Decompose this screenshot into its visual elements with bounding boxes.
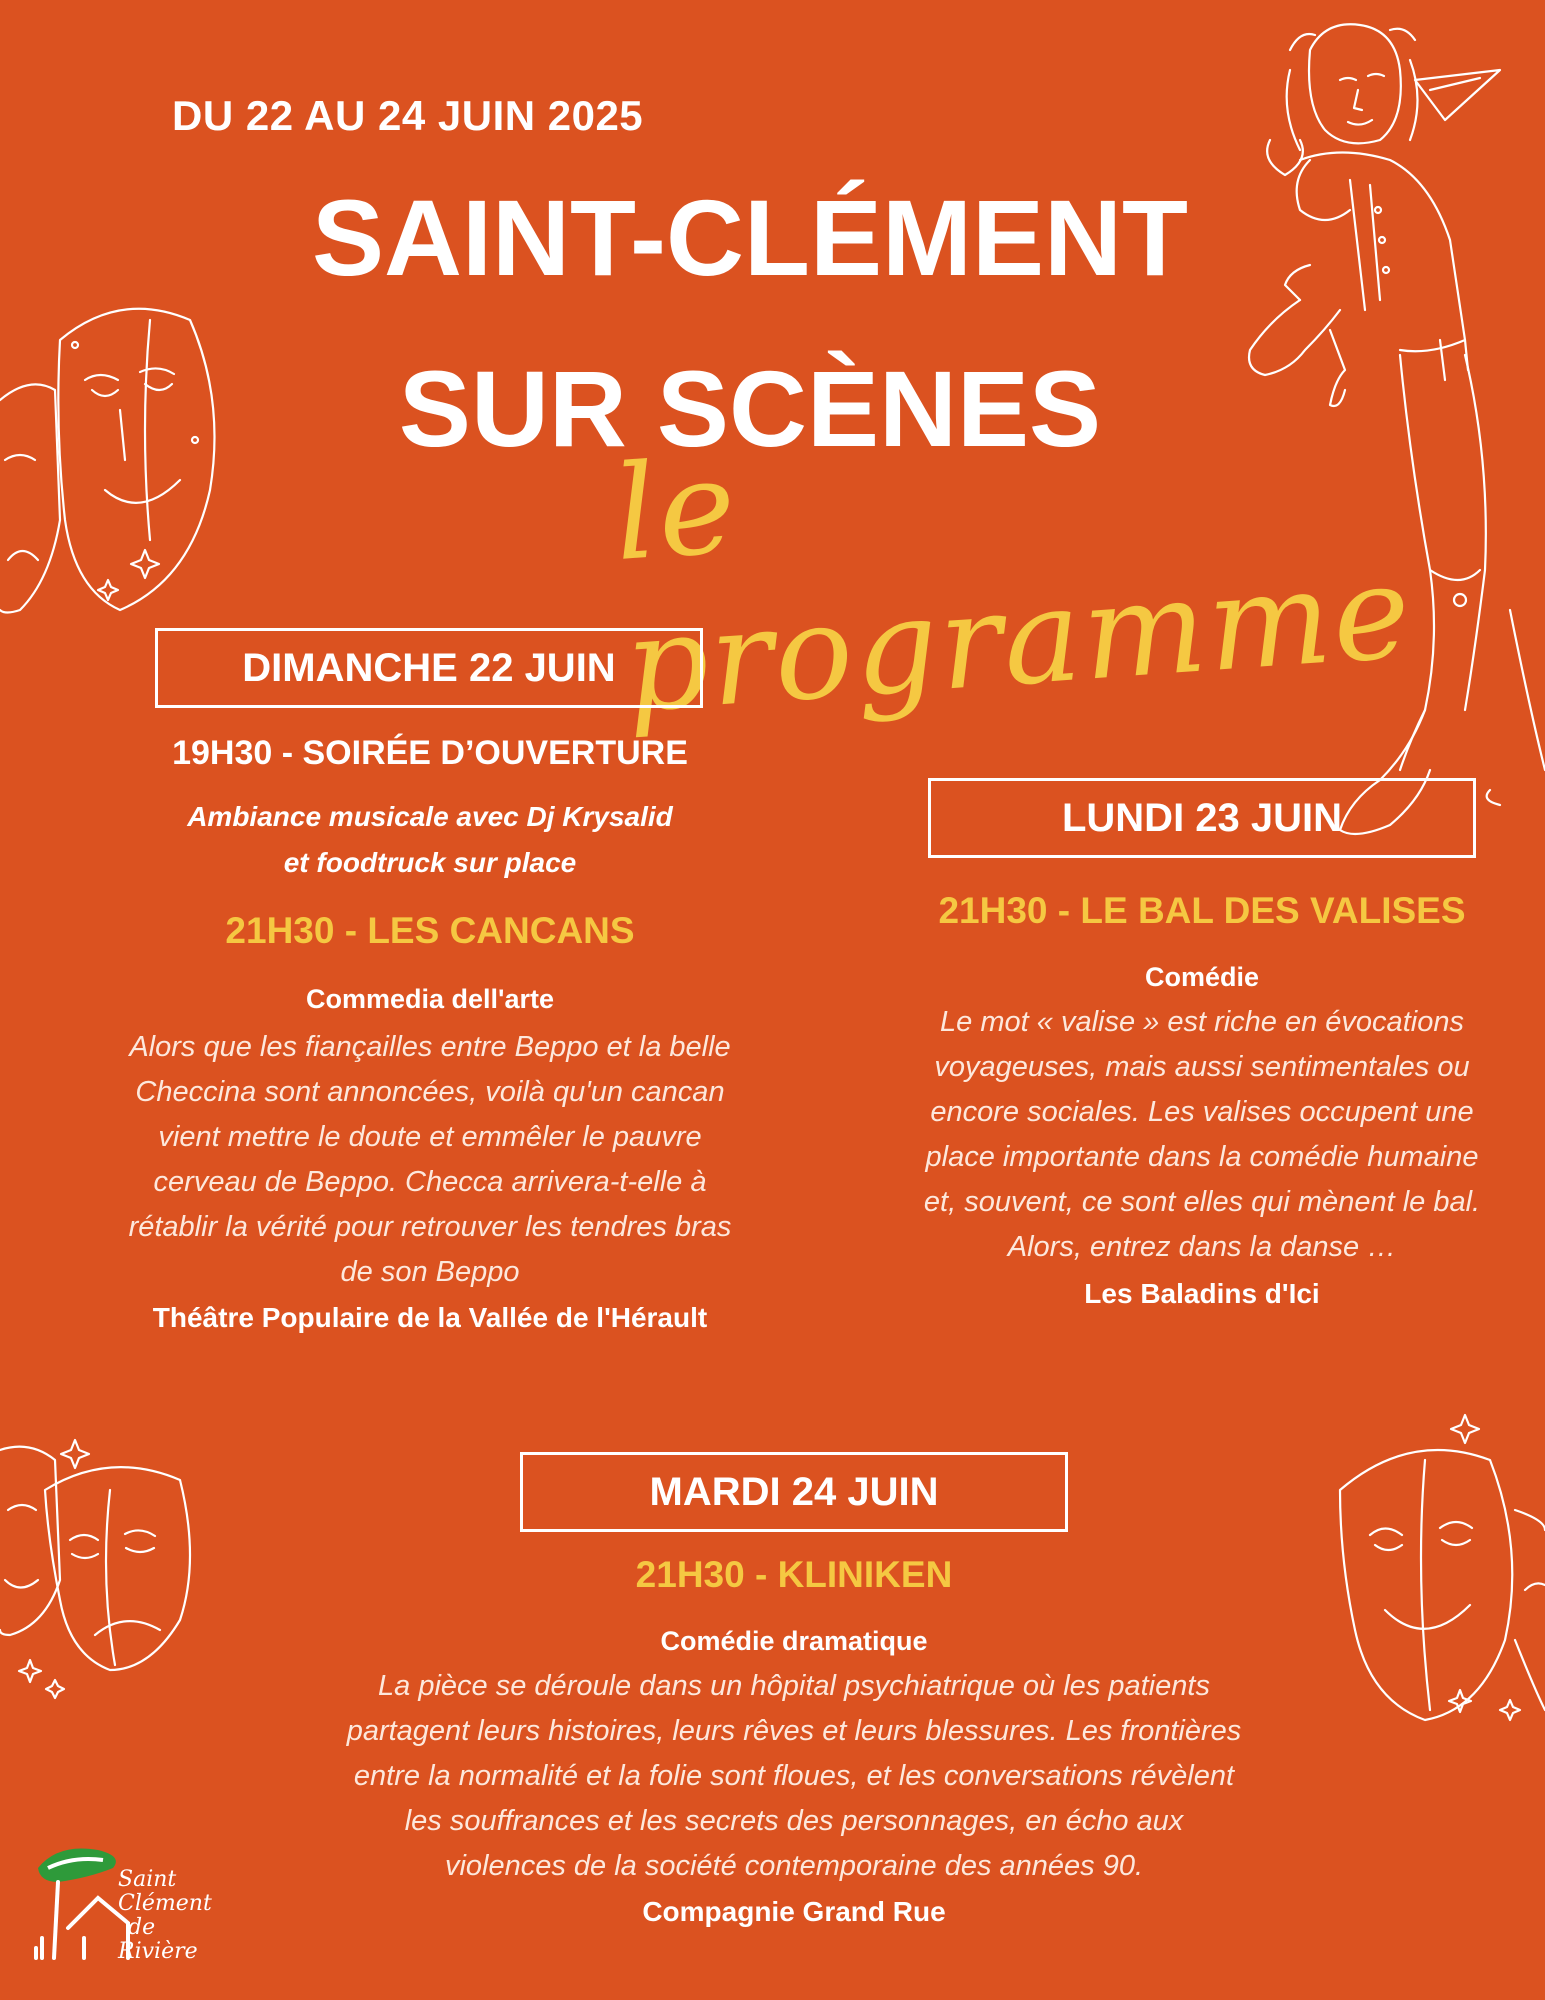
subtitle-script: le programme: [609, 429, 1417, 742]
description-line: violences de la société contemporaine des années 90.: [444, 1850, 1144, 1882]
sunday-ambiance: [80, 794, 780, 886]
description-line: encore sociales. Les valises occupent une: [930, 1096, 1474, 1128]
monday-genre: Comédie: [1144, 962, 1260, 992]
sunday-genre: Commedia dell'arte: [306, 984, 554, 1014]
monday-description: [852, 1000, 1545, 1270]
day-box-monday: LUNDI 23 JUIN: [928, 778, 1476, 858]
theatre-masks-icon-bottom-right: [1330, 1410, 1545, 1730]
description-line: cerveau de Beppo. Checca arrivera-t-elle à: [153, 1166, 707, 1198]
sunday-description: [40, 1025, 820, 1295]
date-range: DU 22 AU 24 JUIN 2025: [172, 92, 644, 139]
description-line: place importante dans la comédie humaine: [925, 1141, 1479, 1173]
tuesday-description: [244, 1664, 1344, 1889]
village-logo-icon: [28, 1838, 128, 1968]
sunday-show-time: 21H30 - LES CANCANS: [225, 910, 635, 951]
tuesday-troupe: Compagnie Grand Rue: [642, 1896, 946, 1927]
description-line: les souffrances et les secrets des personnages, en écho aux: [404, 1805, 1184, 1837]
monday-troupe: Les Baladins d'Ici: [1084, 1278, 1320, 1309]
logo-line4: Rivière: [118, 1939, 198, 1964]
monday-show-time: 21H30 - LE BAL DES VALISES: [938, 890, 1466, 931]
description-line: La pièce se déroule dans un hôpital psychiatrique où les patients: [378, 1670, 1210, 1702]
logo-line3: de: [128, 1915, 156, 1940]
sunday-troupe: Théâtre Populaire de la Vallée de l'Hérault: [152, 1302, 708, 1333]
description-line: de son Beppo: [340, 1256, 520, 1288]
description-line: vient mettre le doute et emmêler le pauvre: [158, 1121, 702, 1153]
description-line: rétablir la vérité pour retrouver les tendres bras: [128, 1211, 732, 1243]
description-line: et, souvent, ce sont elles qui mènent le bal.: [923, 1186, 1481, 1218]
theatre-masks-icon-bottom-left: [0, 1430, 210, 1690]
sunday-opening-time: 19H30 - SOIRÉE D’OUVERTURE: [172, 734, 688, 772]
logo-line2: Clément: [118, 1891, 212, 1916]
day-box-sunday: DIMANCHE 22 JUIN: [155, 628, 703, 708]
tuesday-show-time: 21H30 - KLINIKEN: [635, 1554, 953, 1595]
day-box-tuesday: MARDI 24 JUIN: [520, 1452, 1068, 1532]
village-logo-text: [118, 1868, 212, 1964]
sunday-ambiance-line1: Ambiance musicale avec Dj Krysalid: [187, 801, 673, 832]
tuesday-genre: Comédie dramatique: [660, 1626, 928, 1656]
description-line: Alors que les fiançailles entre Beppo et la belle: [129, 1031, 731, 1063]
logo-line1: Saint: [118, 1867, 177, 1892]
description-line: partagent leurs histoires, leurs rêves et leurs blessures. Les frontières: [346, 1715, 1242, 1747]
sunday-ambiance-line2: et foodtruck sur place: [283, 847, 577, 878]
description-line: Checcina sont annoncées, voilà qu'un cancan: [135, 1076, 725, 1108]
description-line: Le mot « valise » est riche en évocations: [940, 1006, 1464, 1038]
description-line: entre la normalité et la folie sont floues, et les conversations révèlent: [353, 1760, 1235, 1792]
page-title-line2: SUR SCÈNES: [398, 348, 1102, 469]
description-line: voyageuses, mais aussi sentimentales ou: [934, 1051, 1470, 1083]
page-title-line1: SAINT-CLÉMENT: [312, 177, 1188, 298]
description-line: Alors, entrez dans la danse …: [1007, 1231, 1397, 1263]
